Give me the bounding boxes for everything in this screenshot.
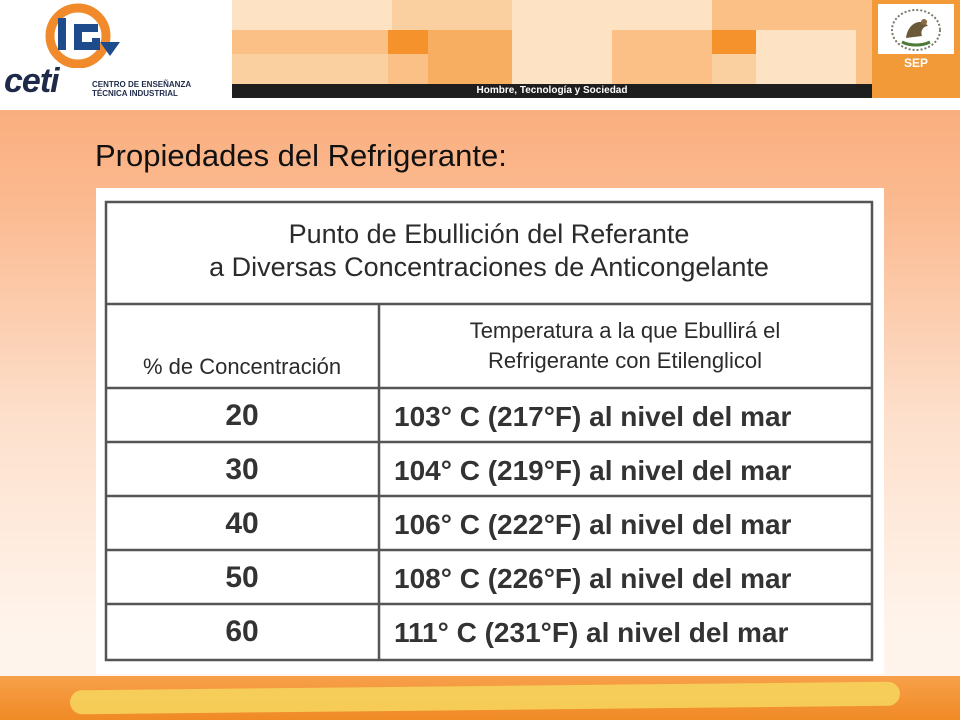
sep-logo [872, 0, 960, 98]
band-block [392, 0, 512, 30]
footer-bar [0, 676, 960, 720]
brand-subtitle-line1: CENTRO DE ENSEÑANZA [92, 80, 192, 89]
col-header-temperature-line1: Temperatura a la que Ebullirá el [469, 318, 781, 343]
table-caption-line1: Punto de Ebullición del Referante [288, 219, 690, 249]
table-caption [106, 218, 872, 284]
col-header-concentration-label: % de Concentración [142, 354, 342, 379]
cell-concentration: 40 [225, 507, 259, 540]
band-block [512, 30, 612, 84]
band-block [232, 54, 388, 84]
cell-temperature: 103° C (217°F) al nivel del mar [394, 401, 792, 432]
band-block [756, 30, 856, 84]
footer-brush-stroke [70, 682, 900, 715]
band-block [232, 0, 392, 30]
cell-temperature: 111° C (231°F) al nivel del mar [394, 617, 789, 648]
header-banner [0, 0, 960, 110]
brand-subtitle [92, 80, 232, 98]
band-block [712, 54, 756, 84]
boiling-point-table [96, 188, 884, 674]
brand-subtitle-line2: TÉCNICA INDUSTRIAL [92, 89, 178, 98]
band-block [612, 30, 712, 84]
sep-label: SEP [903, 56, 928, 70]
band-block [512, 0, 712, 30]
cell-temperature: 104° C (219°F) al nivel del mar [394, 455, 792, 486]
col-header-temperature-line2: Refrigerante con Etilenglicol [488, 348, 762, 373]
col-header-concentration [106, 352, 378, 382]
cell-concentration: 50 [225, 561, 259, 594]
cell-concentration: 60 [225, 615, 259, 648]
slide-title: Propiedades del Refrigerante: [95, 138, 507, 173]
cell-temperature: 108° C (226°F) al nivel del mar [394, 563, 792, 594]
band-block [428, 30, 512, 84]
emblem-box [878, 4, 954, 54]
ceti-logo-icon [28, 2, 136, 68]
motto-bar: Hombre, Tecnología y Sociedad [232, 84, 872, 98]
decorative-color-band [232, 0, 872, 84]
table-caption-line2: a Diversas Concentraciones de Anticongelante [209, 252, 769, 282]
band-block [712, 30, 756, 54]
cell-concentration: 20 [225, 399, 259, 432]
cell-temperature: 106° C (222°F) al nivel del mar [394, 509, 792, 540]
col-header-temperature [382, 316, 868, 376]
band-block [388, 30, 428, 54]
ceti-logo [0, 0, 232, 100]
cell-concentration: 30 [225, 453, 259, 486]
mexico-coat-of-arms-icon [878, 4, 954, 54]
brand-wordmark: ceti [4, 62, 59, 100]
